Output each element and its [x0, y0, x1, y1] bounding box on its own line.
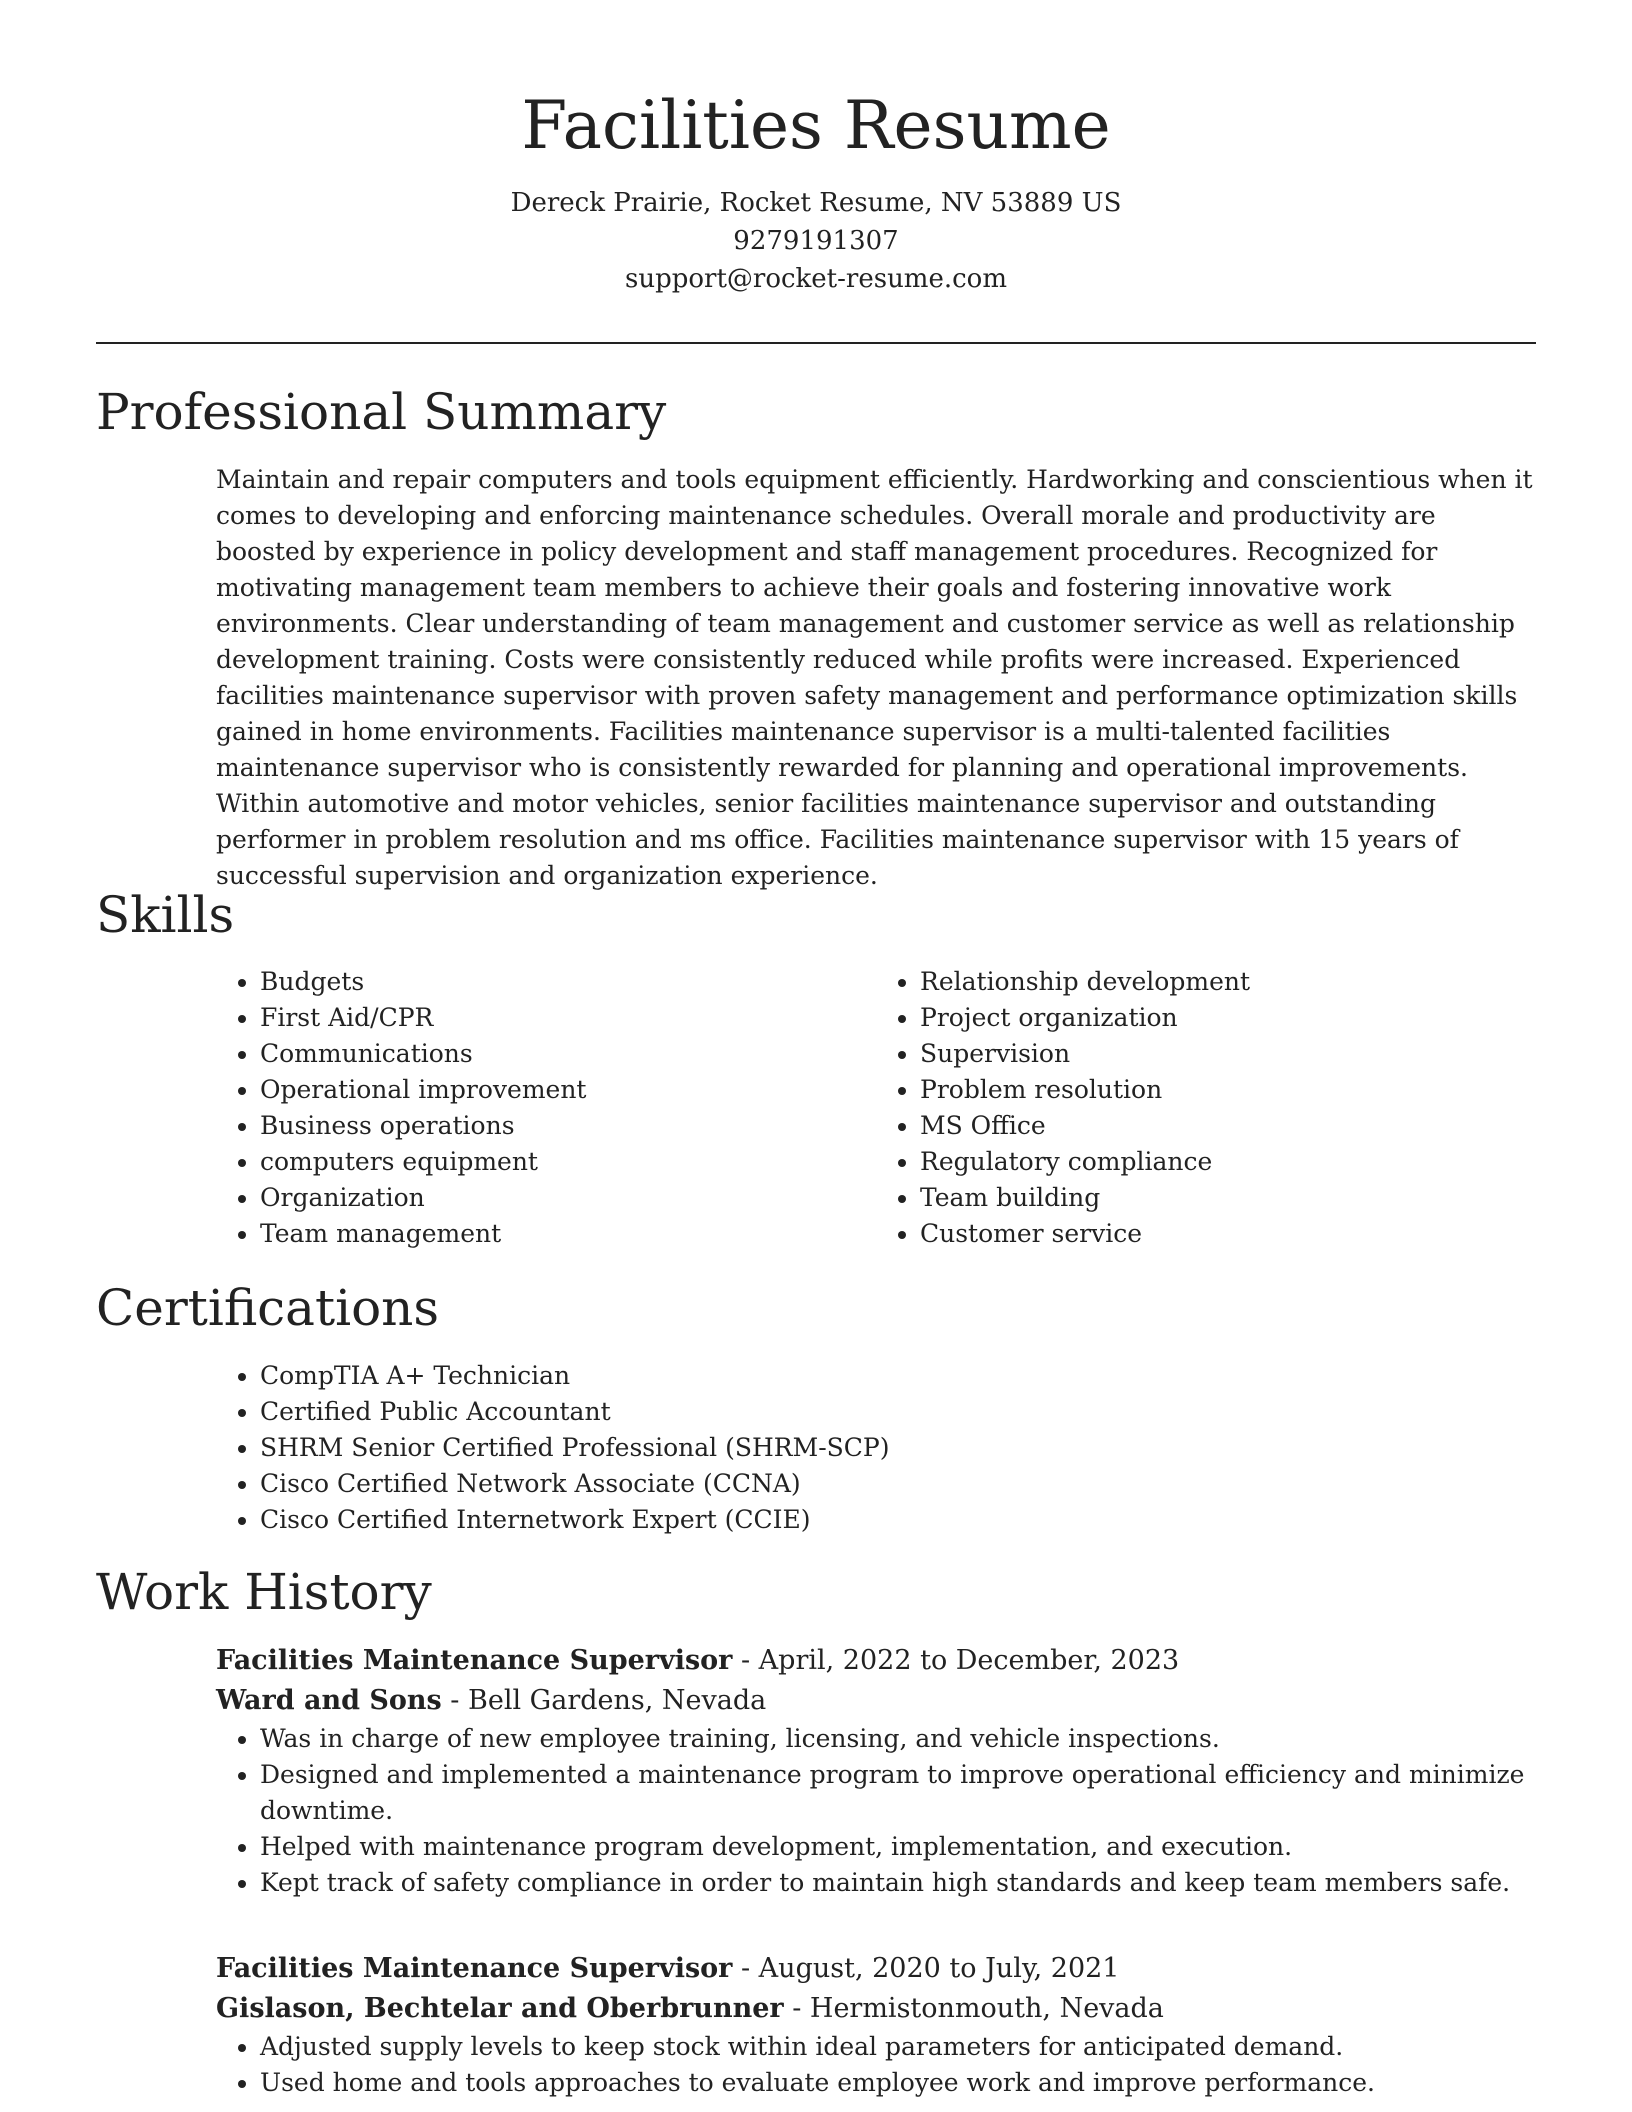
list-item: • Kept track of safety compliance in order to maintain high standards and keep team members safe. [260, 1865, 1536, 1901]
job-company-line [216, 1989, 1536, 2029]
certifications-list [216, 1358, 1536, 1538]
summary-text: Maintain and repair computers and tools equipment efficiently. Hardworking and conscientious when it comes to developing and enforcing maintenance schedules. Overall morale and productivity are boosted by experience in policy development and staff management procedures. Recognized for motivating management team members to achieve their goals and fostering innovative work environments. Clear understanding of team management and customer service as well as relationship development training. Costs were consistently reduced while profits were increased. Experienced facilities maintenance supervisor with proven safety management and performance optimization skills gained in home environments. Facilities maintenance supervisor is a multi-talented facilities maintenance supervisor who is consistently rewarded for planning and operational improvements. Within automotive and motor vehicles, senior facilities maintenance supervisor and outstanding performer in problem resolution and ms office. Facilities maintenance supervisor with 15 years of successful supervision and organization experience. [216, 465, 1533, 890]
list-item: • Adjusted supply levels to keep stock within ideal parameters for anticipated demand. [260, 2029, 1536, 2065]
summary-heading: Professional Summary [96, 383, 667, 441]
list-item: • Used home and tools approaches to evaluate employee work and improve performance. [260, 2065, 1536, 2101]
list-item: • Team management [260, 1216, 876, 1252]
skills-section [216, 964, 1536, 1252]
skills-heading: Skills [96, 886, 235, 944]
header-divider [96, 342, 1536, 344]
list-item: • Project organization [920, 1000, 1536, 1036]
skills-list-left [216, 964, 876, 1252]
list-item: • Operational improvement [260, 1072, 876, 1108]
job-duties-list [216, 1721, 1536, 1901]
list-item: • Organization [260, 1180, 876, 1216]
job-company: Ward and Sons [216, 1685, 442, 1716]
list-item: • First Aid/CPR [260, 1000, 876, 1036]
list-item: • CompTIA A+ Technician [260, 1358, 1536, 1394]
list-item: • SHRM Senior Certified Professional (SHRM-SCP) [260, 1430, 1536, 1466]
contact-email: support@rocket-resume.com [624, 264, 1007, 294]
list-item: • Cisco Certified Network Associate (CCNA) [260, 1466, 1536, 1502]
job-dates: - April, 2022 to December, 2023 [732, 1645, 1180, 1676]
job-entry [216, 1641, 1536, 1901]
resume-title: Facilities Resume [521, 87, 1111, 164]
list-item: • Certified Public Accountant [260, 1394, 1536, 1430]
job-title: Facilities Maintenance Supervisor [216, 1645, 733, 1676]
job-company-line [216, 1681, 1536, 1721]
list-item: • Helped with maintenance program development, implementation, and execution. [260, 1829, 1536, 1865]
list-item: • Team building [920, 1180, 1536, 1216]
job-company: Gislason, Bechtelar and Oberbrunner [216, 1993, 784, 2024]
list-item: • Designed and implemented a maintenance program to improve operational efficiency and minimize downtime. [260, 1757, 1536, 1829]
list-item: • Communications [260, 1036, 876, 1072]
job-location: - Bell Gardens, Nevada [441, 1685, 767, 1716]
job-dates: - August, 2020 to July, 2021 [732, 1953, 1120, 1984]
list-item: • MS Office [920, 1108, 1536, 1144]
certifications-section [216, 1358, 1536, 1538]
list-item: • Supervision [920, 1036, 1536, 1072]
job-title-line [216, 1949, 1536, 1989]
skills-list-right [876, 964, 1536, 1252]
list-item: • Customer service [920, 1216, 1536, 1252]
job-entry [216, 1949, 1536, 2101]
job-location: - Hermistonmouth, Nevada [783, 1993, 1164, 2024]
list-item: • Budgets [260, 964, 876, 1000]
list-item: • Business operations [260, 1108, 876, 1144]
contact-phone: 9279191307 [733, 226, 899, 256]
work-history-heading: Work History [96, 1563, 432, 1621]
list-item: • Regulatory compliance [920, 1144, 1536, 1180]
job-duties-list [216, 2029, 1536, 2101]
contact-address: Dereck Prairie, Rocket Resume, NV 53889 US [510, 188, 1122, 218]
list-item: • Problem resolution [920, 1072, 1536, 1108]
resume-header [0, 0, 1632, 298]
list-item: • Cisco Certified Internetwork Expert (CCIE) [260, 1502, 1536, 1538]
certifications-heading: Certifications [96, 1279, 440, 1337]
list-item: • Was in charge of new employee training, licensing, and vehicle inspections. [260, 1721, 1536, 1757]
summary-section [216, 462, 1536, 894]
contact-info [0, 184, 1632, 298]
job-title: Facilities Maintenance Supervisor [216, 1953, 733, 1984]
list-item: • computers equipment [260, 1144, 876, 1180]
list-item: • Relationship development [920, 964, 1536, 1000]
job-title-line [216, 1641, 1536, 1681]
